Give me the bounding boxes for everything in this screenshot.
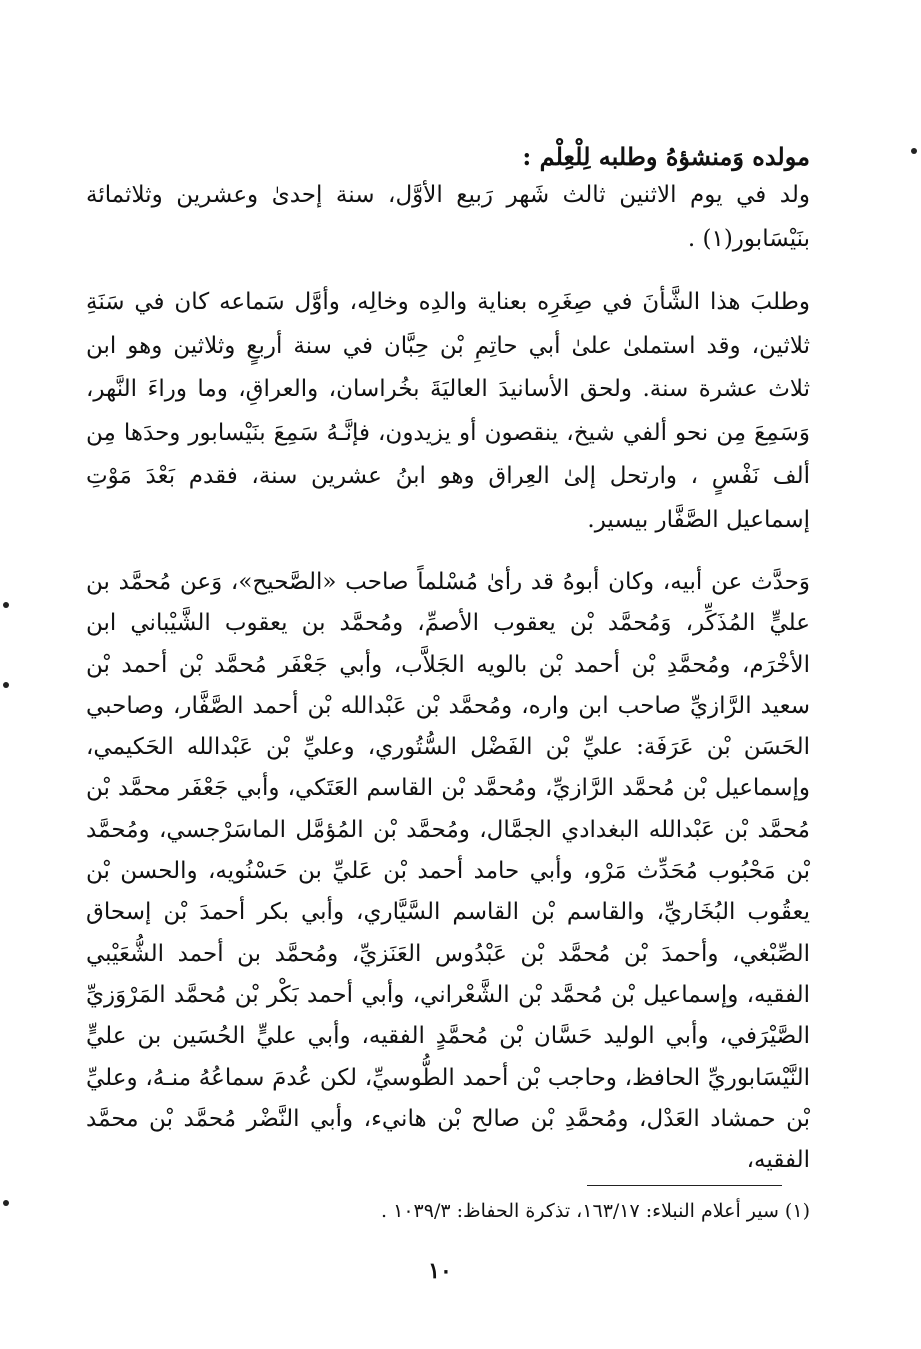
paragraph-teachers: وَحدَّث عن أبيه، وكان أبوهُ قد رأىٰ مُسْلماً صاحب «الصَّحيح»، وَعن مُحمَّد بن عليٍّ المُذَكِّر، وَمُحمَّد بْن يعقوب الأصمِّ، ومُحمَّد بن يعقوب الشَّيْباني ابن الأخْرَم، ومُحمَّدِ بْن أحمد بْن بالويه الجَلاَّب، وأبي جَعْفَر مُحمَّد بْن أحمد بْن سعيد الرَّازيِّ صاحب ابن واره، ومُحمَّد بْن عَبْدالله بْن أحمد الصَّفَّار، وصاحبي الحَسَن بْن عَرَفَة: عليِّ بْن الفَضْل السُّتُوري، وعليِّ بْن عَبْدالله الحَكيمي، وإسماعيل بْن مُحمَّد الرَّازيِّ، ومُحمَّد بْن القاسم العَتَكي، وأبي جَعْفَر محمَّد بْن مُحمَّد بْن عَبْدالله البغدادي الجمَّال، ومُحمَّد بْن المُؤمَّل الماسَرْجسي، ومُحمَّد بْن مَحْبُوب مُحَدِّث مَرْو، وأبي حامد أحمد بْن عَليِّ بن حَسْنُويه، والحسن بْن يعقُوب البُخَاريِّ، والقاسم بْن القاسم السَّيَّاري، وأبي بكر أحمدَ بْن إسحاق الصِّبْغي، وأحمدَ بْن مُحمَّد بْن عَبْدُوس العَنَزيِّ، ومُحمَّد بن أحمد الشُّعَيْبي الفقيه، وإسماعيل بْن مُحمَّد بْن الشَّعْراني، وأبي أحمد بَكْر بْن مُحمَّد المَرْوَزيِّ الصَّيْرَفي، وأبي الوليد حَسَّان بْن مُحمَّدٍ الفقيه، وأبي عليٍّ الحُسَين بن عليٍّ النَّيْسَابوريِّ الحافظ، وحاجب بْن أحمد الطُّوسيِّ، لكن عُدمَ سماعُهُ منـهُ، وعليِّ بْن حمشاد العَدْل، ومُحمَّدِ بْن صالح بْن هانيء، وأبي النَّضْر مُحمَّد بْن محمَّد الفقيه، <box>86 569 810 1174</box>
page-number: ١٠ <box>428 1258 452 1284</box>
margin-dot <box>3 1200 9 1206</box>
margin-dot <box>3 602 9 608</box>
section-heading: مولده وَمنشؤهُ وطلبه لِلْعِلْم : <box>522 142 810 171</box>
footnote-separator <box>587 1185 782 1186</box>
page-body <box>86 140 810 1181</box>
margin-dot <box>911 148 917 154</box>
paragraph-birth: ولد في يوم الاثنين ثالث شَهر رَبيع الأوَّل، سنة إحدىٰ وعشرين وثلاثمائة بنَيْسَابور(١) . <box>86 182 810 252</box>
footnote: (١) سير أعلام النبلاء: ١٦٣/١٧، تذكرة الحفاظ: ١٠٣٩/٣ . <box>381 1200 810 1222</box>
margin-dot <box>3 682 9 688</box>
paragraph-studies: وطلبَ هذا الشَّأنَ في صِغَرِه بعناية والدِه وخالِه، وأوَّل سَماعه كان في سَنَةِ ثلاثين، وقد استملىٰ علىٰ أبي حاتِمِ بْن حِبَّان في سنة أربعٍ وثلاثين وهو ابن ثلاث عشرة سنة. ولحق الأسانيدَ العاليَةَ بخُراسان، والعراقِ، وما وراءَ النَّهر، وَسَمِعَ مِن نحو ألفي شيخ، ينقصون أو يزيدون، فإنَّـهُ سَمِعَ بنَيْسابور وحدَها مِن ألف نَفْسٍ ، وارتحل إلىٰ العِراق وهو ابنُ عشرين سنة، فقدم بَعْدَ مَوْتِ إسماعيل الصَّفَّار بيسير. <box>86 289 810 533</box>
